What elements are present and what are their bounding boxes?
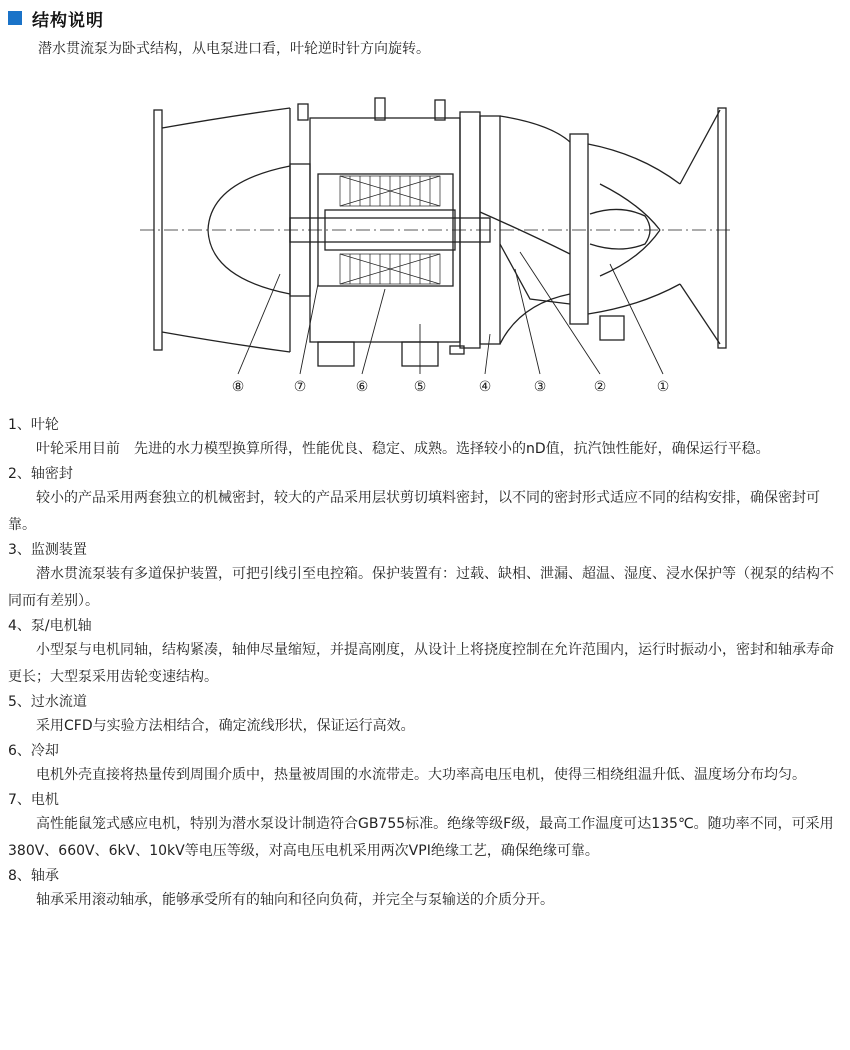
section-body: 电机外壳直接将热量传到周围介质中，热量被周围的水流带走。大功率高电压电机，使得三相绕组温升低、温度场分布均匀。: [36, 767, 806, 783]
section-pump-motor-shaft: [8, 615, 842, 691]
section-impeller: [8, 414, 842, 463]
section-body: 叶轮采用目前 先进的水力模型换算所得，性能优良、稳定、成熟。选择较小的nD值，抗汽蚀性能好，确保运行平稳。: [36, 441, 770, 457]
section-title: 3、监测装置: [8, 542, 87, 558]
section-body: 轴承采用滚动轴承，能够承受所有的轴向和径向负荷，并完全与泵输送的介质分开。: [36, 892, 554, 908]
callout-1: ①: [656, 379, 670, 395]
callout-3: ③: [533, 379, 547, 395]
section-header: [8, 8, 104, 31]
section-body: 较小的产品采用两套独立的机械密封，较大的产品采用层状剪切填料密封，以不同的密封形式适应不同的结构安排，确保密封可靠。: [8, 490, 820, 533]
section-body: 高性能鼠笼式感应电机，特别为潜水泵设计制造符合GB755标准。绝缘等级F级，最高工作温度可达135℃。随功率不同，可采用380V、660V、6kV、10kV等电压等级，对高电压电机采用两次VPI绝缘工艺，确保绝缘可靠。: [8, 816, 834, 859]
callout-4: ④: [478, 379, 492, 395]
section-cooling: [8, 740, 842, 789]
section-title: 6、冷却: [8, 743, 59, 759]
section-bearing: [8, 865, 842, 914]
section-body: 潜水贯流泵装有多道保护装置，可把引线引至电控箱。保护装置有：过载、缺相、泄漏、超温、湿度、浸水保护等（视泵的结构不同而有差别）。: [8, 566, 834, 609]
header-square-icon: [8, 11, 22, 25]
intro-text: 潜水贯流泵为卧式结构，从电泵进口看，叶轮逆时针方向旋转。: [38, 41, 430, 57]
section-title: 4、泵/电机轴: [8, 618, 92, 634]
section-motor: [8, 789, 842, 865]
pump-structure-diagram: [140, 94, 730, 404]
callout-5: ⑤: [413, 379, 427, 395]
section-title: 2、轴密封: [8, 466, 73, 482]
callout-6: ⑥: [355, 379, 369, 395]
section-title: 7、电机: [8, 792, 59, 808]
section-body: 小型泵与电机同轴，结构紧凑，轴伸尽量缩短，并提高刚度，从设计上将挠度控制在允许范围内，运行时振动小，密封和轴承寿命更长；大型泵采用齿轮变速结构。: [8, 642, 834, 685]
section-title: 5、过水流道: [8, 694, 87, 710]
callout-8: ⑧: [231, 379, 245, 395]
callout-2: ②: [593, 379, 607, 395]
structure-sections: [8, 414, 842, 914]
section-body: 采用CFD与实验方法相结合，确定流线形状，保证运行高效。: [36, 718, 415, 734]
section-title: 8、轴承: [8, 868, 59, 884]
section-flow-passage: [8, 691, 842, 740]
callout-7: ⑦: [293, 379, 307, 395]
page-title: 结构说明: [32, 10, 104, 31]
section-shaft-seal: [8, 463, 842, 539]
section-monitoring: [8, 539, 842, 615]
section-title: 1、叶轮: [8, 417, 59, 433]
